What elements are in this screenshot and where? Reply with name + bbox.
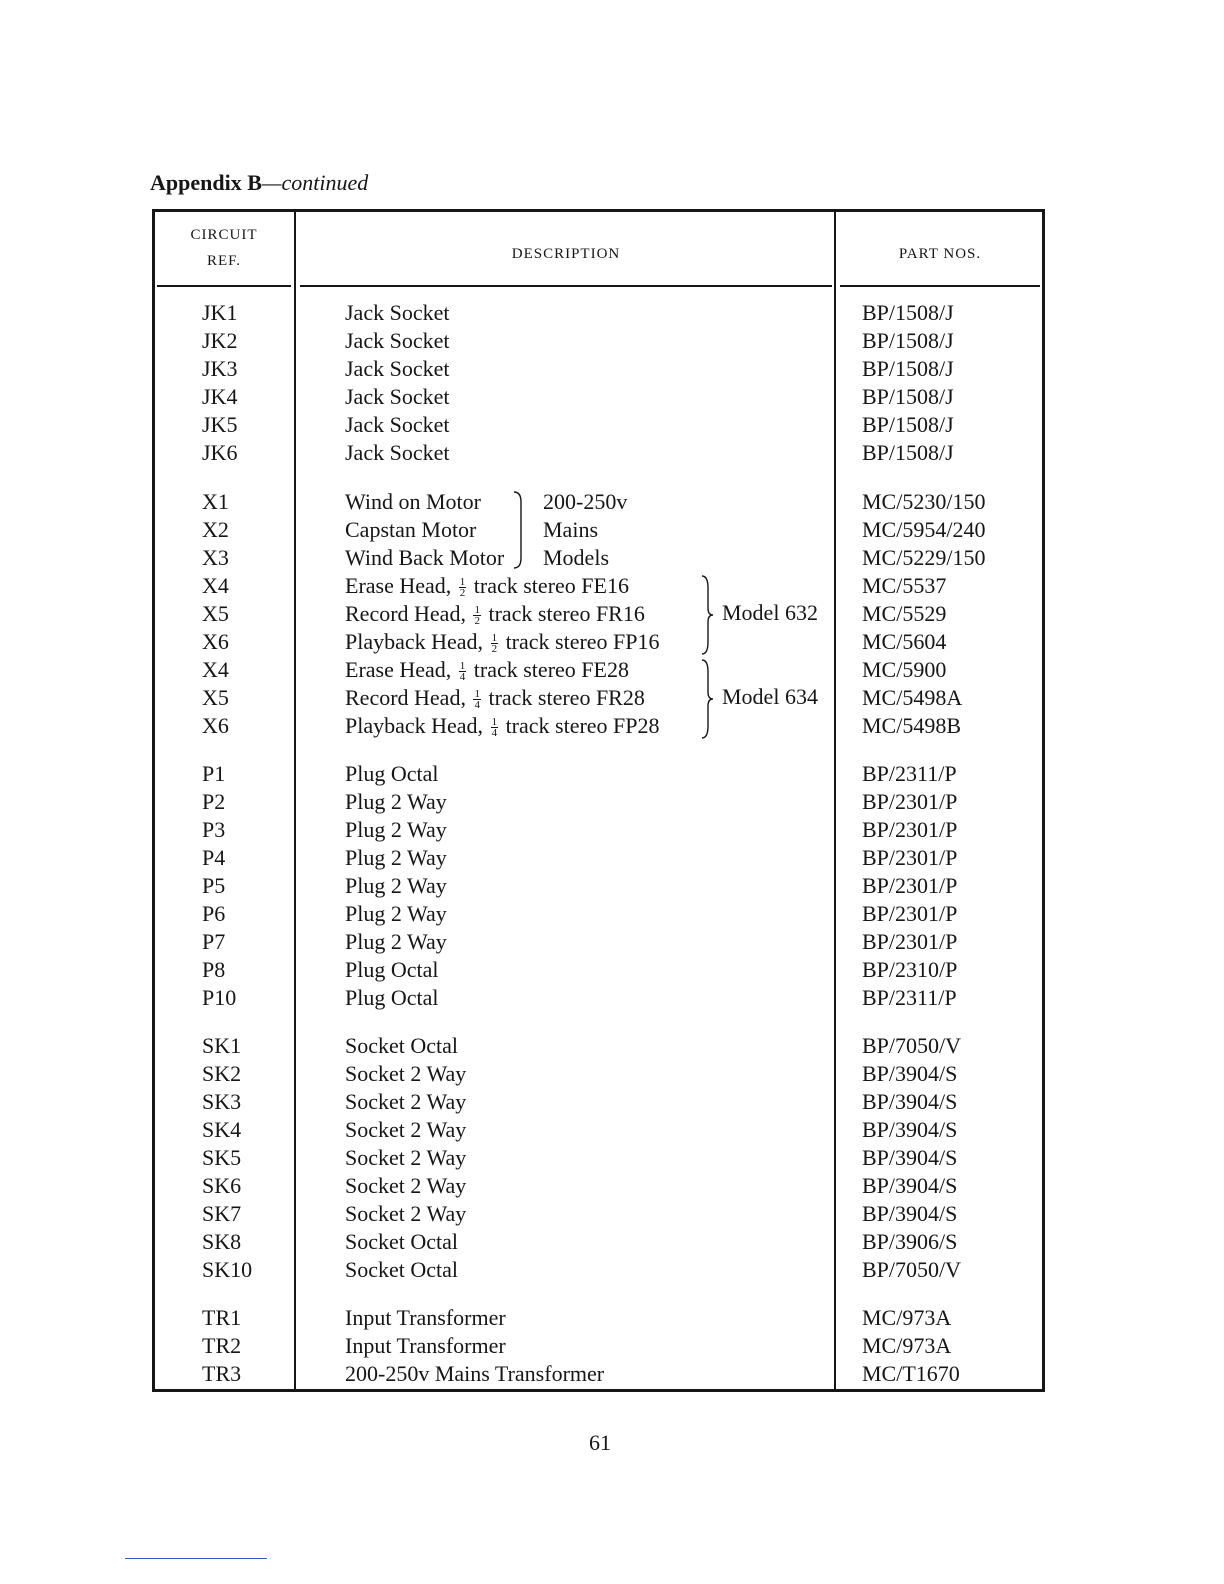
description: Jack Socket xyxy=(345,440,450,465)
part-number: MC/5537 xyxy=(862,573,947,598)
description: Plug Octal xyxy=(345,985,439,1010)
fraction-denominator: 2 xyxy=(474,615,480,628)
description: Socket 2 Way xyxy=(345,1089,467,1114)
description: Plug 2 Way xyxy=(345,789,447,814)
circuit-ref: SK3 xyxy=(202,1089,242,1114)
description-tail: track stereo FE28 xyxy=(473,657,629,682)
part-number: BP/3904/S xyxy=(862,1117,958,1142)
description-tail: track stereo FR16 xyxy=(488,601,645,626)
track-fraction xyxy=(459,661,467,682)
circuit-ref: SK7 xyxy=(202,1201,242,1226)
motor-brace xyxy=(512,490,528,570)
description: 200-250v Mains Transformer xyxy=(345,1361,605,1386)
description: Plug Octal xyxy=(345,957,439,982)
circuit-ref: P7 xyxy=(202,929,226,954)
part-number: BP/3904/S xyxy=(862,1201,958,1226)
table-row xyxy=(0,1060,1224,1088)
motor-mains-label: Mains xyxy=(543,517,598,542)
fraction-denominator: 2 xyxy=(459,587,466,600)
table-row xyxy=(0,712,1224,740)
description-tail: track stereo FE16 xyxy=(473,573,629,598)
circuit-ref: X1 xyxy=(202,489,229,514)
header-circuit-line1: CIRCUIT xyxy=(190,227,258,243)
table-row xyxy=(0,684,1224,712)
model-634-brace xyxy=(700,658,716,740)
track-fraction xyxy=(491,717,499,738)
table-row xyxy=(0,411,1224,439)
fraction-numerator: 1 xyxy=(459,660,466,673)
description: Jack Socket xyxy=(345,412,450,437)
description: Plug 2 Way xyxy=(345,845,447,870)
footer-rule xyxy=(125,1558,267,1559)
part-number: BP/7050/V xyxy=(862,1033,962,1058)
part-number: BP/2301/P xyxy=(862,789,958,814)
header-rule-1 xyxy=(157,285,291,287)
circuit-ref: X6 xyxy=(202,629,229,654)
description: Plug 2 Way xyxy=(345,817,447,842)
table-row xyxy=(0,1032,1224,1060)
circuit-ref: SK4 xyxy=(202,1117,242,1142)
track-fraction xyxy=(473,689,481,710)
description: Jack Socket xyxy=(345,384,450,409)
circuit-ref: JK4 xyxy=(202,384,238,409)
table-row xyxy=(0,900,1224,928)
table-row xyxy=(0,1088,1224,1116)
circuit-ref: JK6 xyxy=(202,440,238,465)
description: Plug Octal xyxy=(345,761,439,786)
heading-continued: —continued xyxy=(261,170,369,195)
model-632-label: Model 632 xyxy=(722,600,818,625)
part-number: BP/2301/P xyxy=(862,873,958,898)
circuit-ref: JK1 xyxy=(202,300,238,325)
table-row xyxy=(0,816,1224,844)
circuit-ref: P1 xyxy=(202,761,226,786)
description: Wind Back Motor xyxy=(345,545,505,570)
table-row xyxy=(0,656,1224,684)
circuit-ref: X5 xyxy=(202,601,229,626)
track-fraction xyxy=(459,577,467,598)
part-number: BP/7050/V xyxy=(862,1257,962,1282)
circuit-ref: P3 xyxy=(202,817,226,842)
circuit-ref: SK1 xyxy=(202,1033,242,1058)
part-number: BP/1508/J xyxy=(862,328,954,353)
circuit-ref: P4 xyxy=(202,845,226,870)
table-row xyxy=(0,1144,1224,1172)
part-number: BP/3904/S xyxy=(862,1145,958,1170)
circuit-ref: JK5 xyxy=(202,412,238,437)
table-row xyxy=(0,544,1224,572)
circuit-ref: TR1 xyxy=(202,1305,242,1330)
description-tail: track stereo FP28 xyxy=(505,713,660,738)
part-number: BP/1508/J xyxy=(862,440,954,465)
page-number: 61 xyxy=(589,1430,611,1455)
part-number: BP/3904/S xyxy=(862,1061,958,1086)
description-tail: track stereo FR28 xyxy=(488,685,645,710)
part-number: MC/5604 xyxy=(862,629,947,654)
description xyxy=(345,684,645,712)
part-number: MC/T1670 xyxy=(862,1361,960,1386)
part-number: BP/3904/S xyxy=(862,1089,958,1114)
table-row xyxy=(0,299,1224,327)
description: Socket Octal xyxy=(345,1229,459,1254)
description xyxy=(345,572,629,600)
table-row xyxy=(0,628,1224,656)
table-row xyxy=(0,1116,1224,1144)
table-row xyxy=(0,928,1224,956)
description-head: Erase Head, xyxy=(345,573,452,598)
fraction-numerator: 1 xyxy=(491,716,498,729)
description-head: Playback Head, xyxy=(345,713,484,738)
description: Socket Octal xyxy=(345,1033,459,1058)
table-row xyxy=(0,760,1224,788)
fraction-numerator: 1 xyxy=(474,688,480,701)
circuit-ref: P5 xyxy=(202,873,226,898)
table-row xyxy=(0,1172,1224,1200)
table-row xyxy=(0,516,1224,544)
fraction-denominator: 2 xyxy=(491,643,498,656)
table-row xyxy=(0,1304,1224,1332)
circuit-ref: JK2 xyxy=(202,328,238,353)
description: Socket Octal xyxy=(345,1257,459,1282)
part-number: BP/2311/P xyxy=(862,761,957,786)
model-632-brace xyxy=(700,574,716,656)
part-number: MC/5229/150 xyxy=(862,545,986,570)
circuit-ref: X2 xyxy=(202,517,229,542)
description: Plug 2 Way xyxy=(345,873,447,898)
fraction-numerator: 1 xyxy=(474,604,480,617)
description: Plug 2 Way xyxy=(345,901,447,926)
description: Jack Socket xyxy=(345,356,450,381)
table-row xyxy=(0,956,1224,984)
table-row xyxy=(0,984,1224,1012)
header-circuit-line2: REF. xyxy=(206,253,242,269)
fraction-denominator: 4 xyxy=(459,671,466,684)
description-head: Record Head, xyxy=(345,685,466,710)
circuit-ref: X5 xyxy=(202,685,229,710)
description: Wind on Motor xyxy=(345,489,481,514)
table-row xyxy=(0,788,1224,816)
part-number: BP/1508/J xyxy=(862,384,954,409)
description-head: Playback Head, xyxy=(345,629,484,654)
description: Socket 2 Way xyxy=(345,1201,467,1226)
description: Socket 2 Way xyxy=(345,1145,467,1170)
table-row xyxy=(0,439,1224,467)
part-number: BP/2301/P xyxy=(862,845,958,870)
description-head: Record Head, xyxy=(345,601,466,626)
circuit-ref: SK5 xyxy=(202,1145,242,1170)
description: Jack Socket xyxy=(345,328,450,353)
circuit-ref: X6 xyxy=(202,713,229,738)
part-number: BP/2301/P xyxy=(862,901,958,926)
track-fraction xyxy=(491,633,499,654)
table-row xyxy=(0,872,1224,900)
description xyxy=(345,600,645,628)
part-number: BP/1508/J xyxy=(862,412,954,437)
circuit-ref: TR3 xyxy=(202,1361,242,1386)
part-number: BP/3904/S xyxy=(862,1173,958,1198)
description xyxy=(345,628,660,656)
motor-voltage-label: 200-250v xyxy=(543,489,628,514)
part-number: MC/5529 xyxy=(862,601,947,626)
description: Socket 2 Way xyxy=(345,1061,467,1086)
circuit-ref: P2 xyxy=(202,789,226,814)
circuit-ref: X4 xyxy=(202,573,229,598)
description: Plug 2 Way xyxy=(345,929,447,954)
table-row xyxy=(0,383,1224,411)
table-row xyxy=(0,572,1224,600)
circuit-ref: X3 xyxy=(202,545,229,570)
part-number: BP/2311/P xyxy=(862,985,957,1010)
circuit-ref: JK3 xyxy=(202,356,238,381)
model-634-label: Model 634 xyxy=(722,684,818,709)
description xyxy=(345,656,629,684)
part-number: MC/973A xyxy=(862,1305,952,1330)
fraction-denominator: 4 xyxy=(474,699,480,712)
table-row xyxy=(0,1360,1224,1388)
part-number: MC/5954/240 xyxy=(862,517,986,542)
part-number: BP/3906/S xyxy=(862,1229,958,1254)
description: Socket 2 Way xyxy=(345,1117,467,1142)
part-number: BP/1508/J xyxy=(862,300,954,325)
description xyxy=(345,712,660,740)
motor-models-label: Models xyxy=(543,545,609,570)
table-row xyxy=(0,600,1224,628)
circuit-ref: X4 xyxy=(202,657,229,682)
part-number: BP/2310/P xyxy=(862,957,958,982)
table-row xyxy=(0,844,1224,872)
circuit-ref: P10 xyxy=(202,985,237,1010)
description: Input Transformer xyxy=(345,1305,506,1330)
circuit-ref: SK6 xyxy=(202,1173,242,1198)
header-circuit-ref xyxy=(157,222,291,274)
part-number: MC/973A xyxy=(862,1333,952,1358)
table-row xyxy=(0,1228,1224,1256)
circuit-ref: SK2 xyxy=(202,1061,242,1086)
table-row xyxy=(0,327,1224,355)
circuit-ref: P8 xyxy=(202,957,226,982)
track-fraction xyxy=(473,605,481,626)
part-number: BP/2301/P xyxy=(862,929,958,954)
appendix-heading xyxy=(150,170,368,196)
description: Jack Socket xyxy=(345,300,450,325)
description: Capstan Motor xyxy=(345,517,477,542)
table-row xyxy=(0,355,1224,383)
table-row xyxy=(0,1332,1224,1360)
part-number: MC/5498A xyxy=(862,685,963,710)
part-number: BP/1508/J xyxy=(862,356,954,381)
description: Input Transformer xyxy=(345,1333,506,1358)
part-number: MC/5498B xyxy=(862,713,962,738)
circuit-ref: SK10 xyxy=(202,1257,253,1282)
part-number: MC/5900 xyxy=(862,657,947,682)
table-row xyxy=(0,1256,1224,1284)
heading-title: Appendix B xyxy=(150,170,262,195)
description: Socket 2 Way xyxy=(345,1173,467,1198)
part-number: BP/2301/P xyxy=(862,817,958,842)
header-rule-3 xyxy=(840,285,1040,287)
circuit-ref: SK8 xyxy=(202,1229,242,1254)
fraction-numerator: 1 xyxy=(459,576,466,589)
part-number: MC/5230/150 xyxy=(862,489,986,514)
table-row xyxy=(0,1200,1224,1228)
description-head: Erase Head, xyxy=(345,657,452,682)
header-part-nos: PART NOS. xyxy=(898,246,982,262)
header-rule-2 xyxy=(300,285,832,287)
fraction-denominator: 4 xyxy=(491,727,498,740)
description-tail: track stereo FP16 xyxy=(505,629,660,654)
header-description: DESCRIPTION xyxy=(511,246,621,262)
circuit-ref: P6 xyxy=(202,901,226,926)
circuit-ref: TR2 xyxy=(202,1333,242,1358)
fraction-numerator: 1 xyxy=(491,632,498,645)
